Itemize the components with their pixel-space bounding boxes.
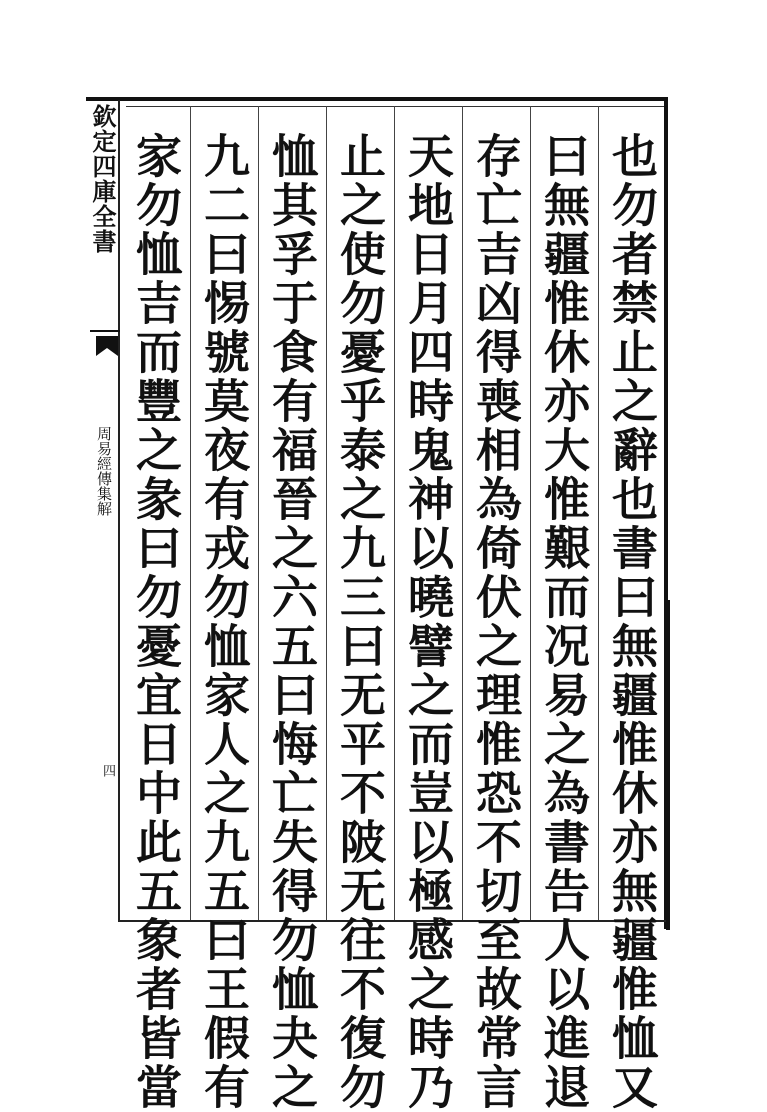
- text-column: 家勿恤吉而豐之彖曰勿憂宜日中此五象者皆當: [129, 132, 183, 1112]
- column-rule: [462, 106, 463, 920]
- column-rule: [598, 106, 599, 920]
- column-rule: [258, 106, 259, 920]
- frame-top-inner-rule: [126, 106, 666, 107]
- column-rule: [394, 106, 395, 920]
- column-rule: [530, 106, 531, 920]
- text-column: 存亡吉凶得喪相為倚伏之理惟恐不切至故常言: [469, 132, 523, 1112]
- collection-title: 欽定四庫全書: [88, 104, 117, 254]
- column-rule: [190, 106, 191, 920]
- page-number: 四: [100, 764, 115, 777]
- text-column: 九二曰惕號莫夜有戎勿恤家人之九五曰王假有: [197, 132, 251, 1112]
- text-column: 止之使勿憂乎泰之九三曰无平不陂无往不復勿: [333, 132, 387, 1112]
- column-rule: [326, 106, 327, 920]
- frame-top-border: [86, 97, 668, 101]
- text-column: 曰無疆惟休亦大惟艱而况易之為書告人以進退: [537, 132, 591, 1112]
- text-column: 恤其孚于食有福晉之六五曰悔亡失得勿恤夬之: [265, 132, 319, 1112]
- text-column: 也勿者禁止之辭也書曰無疆惟休亦無疆惟恤又: [605, 132, 659, 1112]
- right-margin-bracket: [666, 600, 670, 930]
- fishtail-rule: [90, 330, 120, 332]
- book-title: 周易經傳集解: [95, 426, 113, 516]
- text-column: 天地日月四時鬼神以曉譬之而豈以極感之時乃: [401, 132, 455, 1112]
